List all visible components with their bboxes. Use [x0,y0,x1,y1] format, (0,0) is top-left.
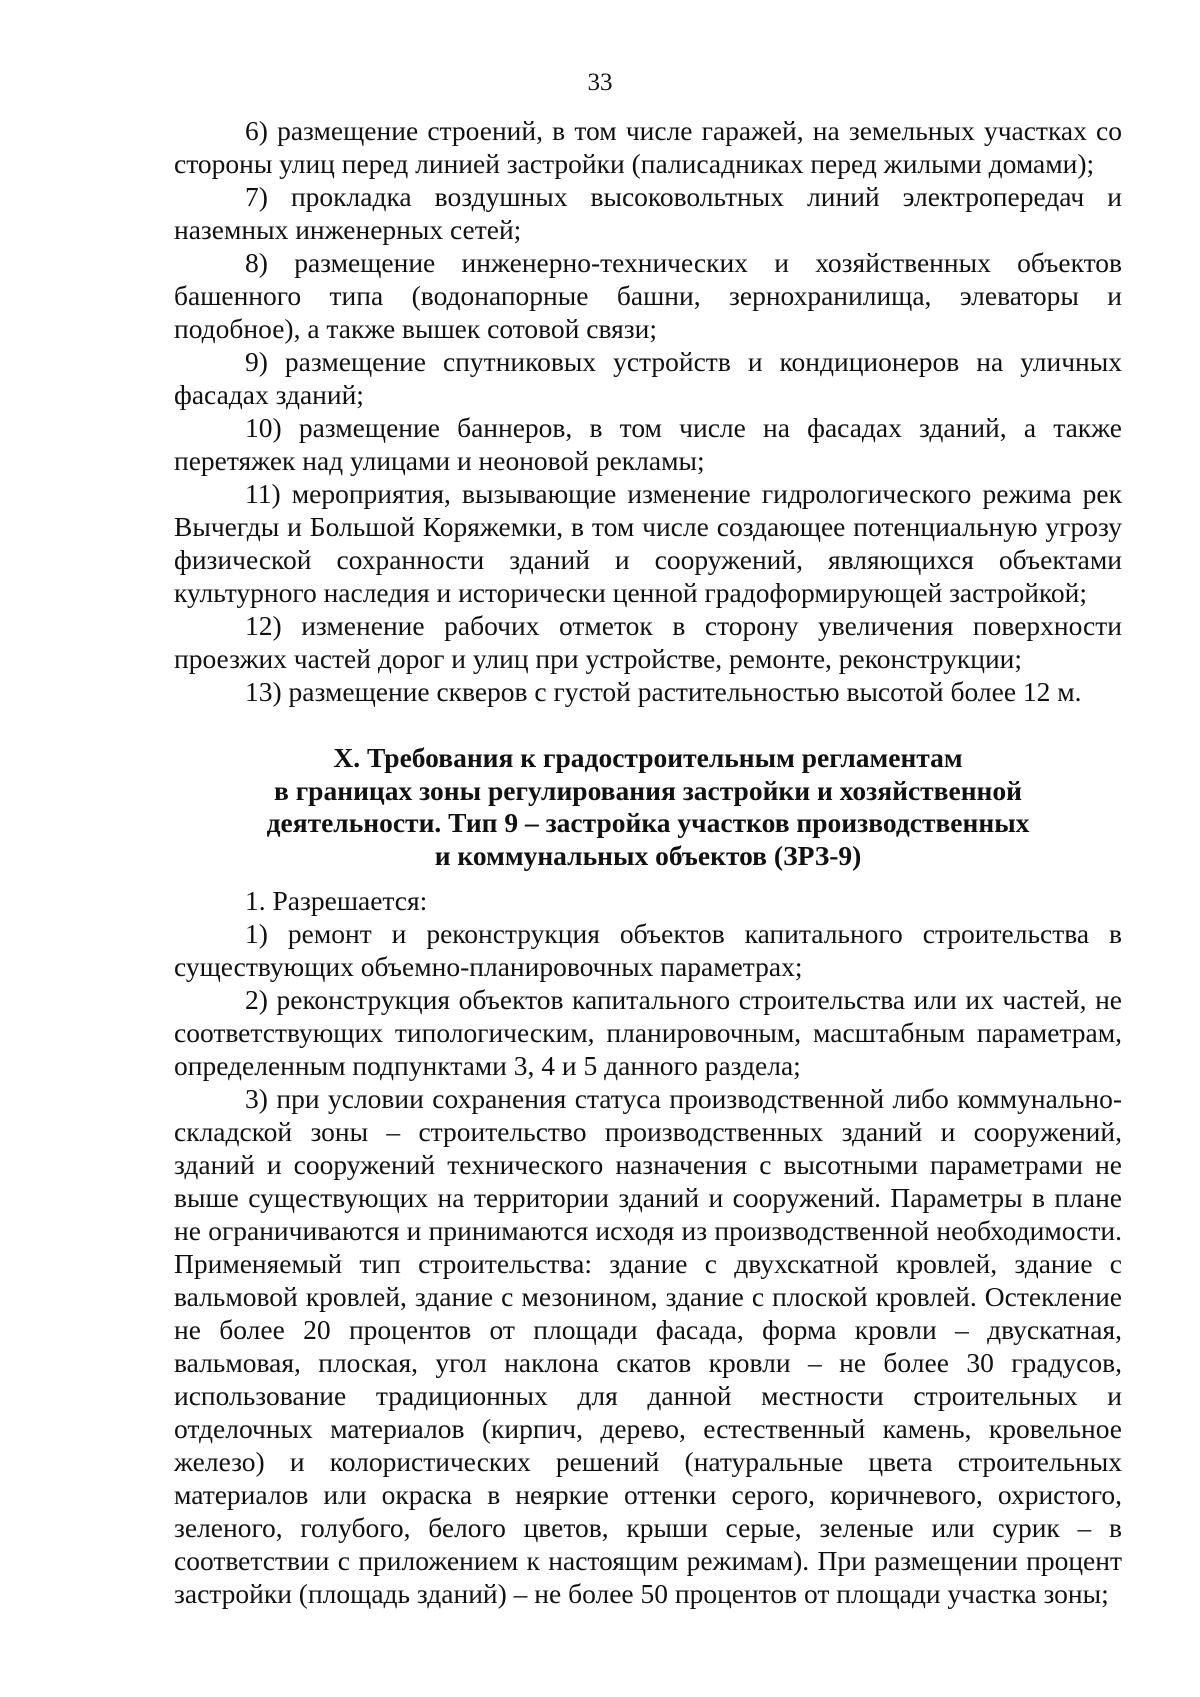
clause-1-item-2: 2) реконструкция объектов капитального строительства или их частей, не соответствующих типологическим, планировочным, масштабным параметрам, определенным подпунктами 3, 4 и 5 данного раздела; [174,984,1122,1081]
list-item-11: 11) мероприятия, вызывающие изменение гидрологического режима рек Вычегды и Большой Коряжемки, в том числе создающее потенциальную угрозу физической сохранности зданий и сооружений, являющихся объектами культурного наследия и исторически ценной градоформирующей застройкой; [174,478,1122,608]
section-heading [174,742,1122,872]
clause-1-item-1: 1) ремонт и реконструкция объектов капитального строительства в существующих объемно-планировочных параметрах; [174,918,1122,982]
clause-1-intro: 1. Разрешается: [245,885,428,916]
section-heading-line-4: и коммунальных объектов (ЗРЗ-9) [434,839,862,871]
clause-1-item-3: 3) при условии сохранения статуса производственной либо коммунально-складской зоны – строительство производственных зданий и сооружений, зданий и сооружений технического назначения с высотными параметрами не выше существующих на территории зданий и сооружений. Параметры в плане не ограничиваются и принимаются исходя из производственной необходимости. Применяемый тип строительства: здание с двухскатной кровлей, здание с вальмовой кровлей, здание с мезонином, здание с плоской кровлей. Остекление не более 20 процентов от площади фасада, форма кровли – двускатная, вальмовая, плоская, угол наклона скатов кровли – не более 30 градусов, использование традиционных для данной местности строительных и отделочных материалов (кирпич, дерево, естественный камень, кровельное железо) и колористических решений (натуральные цвета строительных материалов или окраска в неяркие оттенки серого, коричневого, охристого, зеленого, голубого, белого цветов, крыши серые, зеленые или сурик – в соответствии с приложением к настоящим режимам). При размещении процент застройки (площадь зданий) – не более 50 процентов от площади участка зоны; [174,1083,1122,1609]
list-item-8: 8) размещение инженерно-технических и хозяйственных объектов башенного типа (водонапорные башни, зернохранилища, элеваторы и подобное), а также вышек сотовой связи; [174,247,1122,344]
page-number: 33 [587,69,613,96]
section-heading-line-3: деятельности. Тип 9 – застройка участков производственных [266,807,1030,838]
list-item-7: 7) прокладка воздушных высоковольтных линий электропередач и наземных инженерных сетей; [174,181,1122,245]
list-item-13: 13) размещение скверов с густой растительностью высотой более 12 м. [245,676,1082,707]
list-item-9: 9) размещение спутниковых устройств и кондиционеров на уличных фасадах зданий; [174,346,1122,410]
section-heading-line-2: в границах зоны регулирования застройки и хозяйственной [273,774,1023,806]
list-item-6: 6) размещение строений, в том числе гаражей, на земельных участках со стороны улиц перед линией застройки (палисадниках перед жилыми домами); [174,115,1122,179]
list-item-10: 10) размещение баннеров, в том числе на фасадах зданий, а также перетяжек над улицами и неоновой рекламы; [174,412,1122,476]
section-heading-line-1: X. Требования к градостроительным регламентам [333,742,963,773]
list-item-12: 12) изменение рабочих отметок в сторону увеличения поверхности проезжих частей дорог и улиц при устройстве, ремонте, реконструкции; [174,610,1122,674]
document-content [174,114,1122,1610]
